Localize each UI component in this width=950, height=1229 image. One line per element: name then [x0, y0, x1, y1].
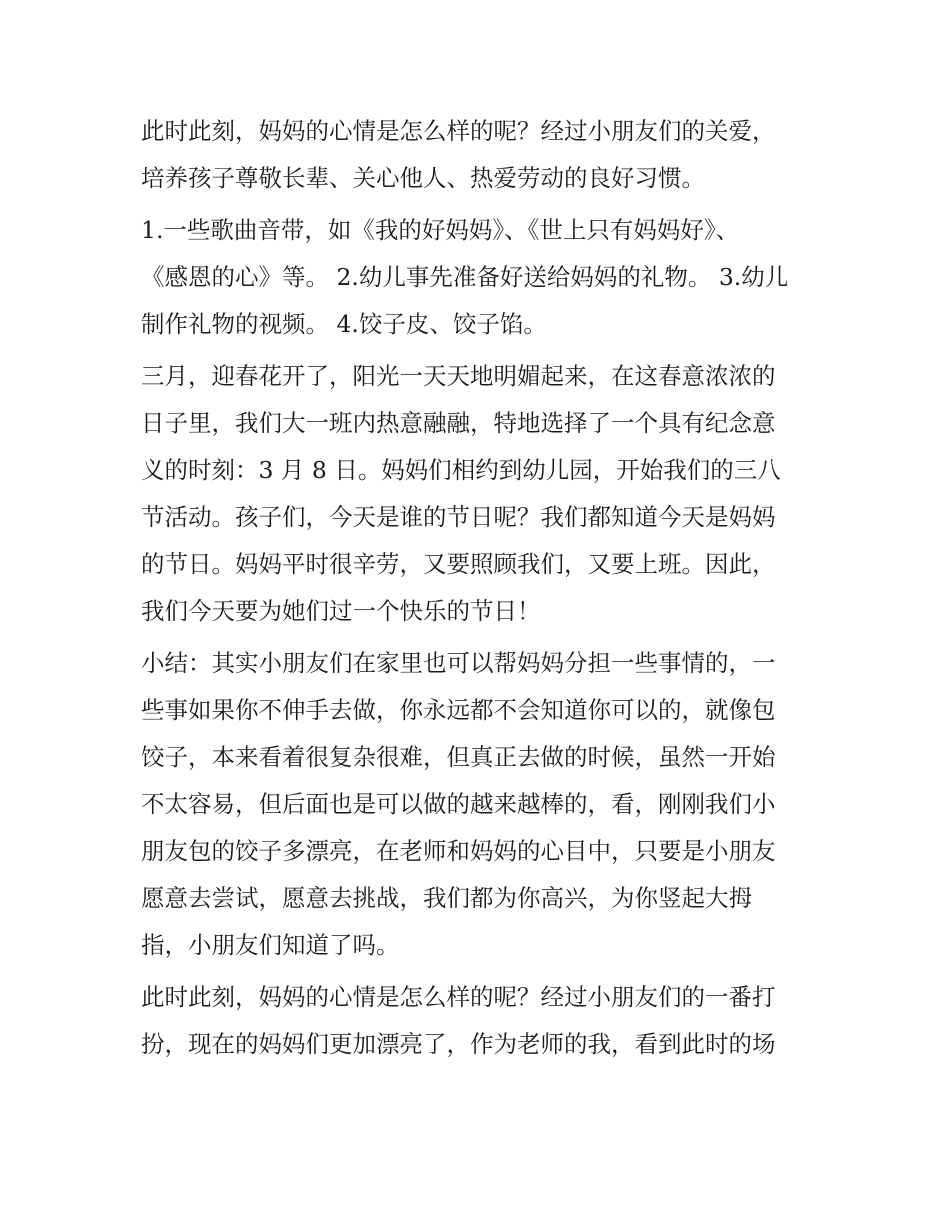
- document-body: [141, 108, 821, 1073]
- text-line: 此时此刻，妈妈的心情是怎么样的呢？经过小朋友们的关爱，: [141, 117, 776, 145]
- text-line: 的节日。妈妈平时很辛劳，又要照顾我们，又要上班。因此，: [141, 550, 776, 578]
- paragraph-materials: [141, 207, 821, 348]
- paragraph-intro: [141, 108, 821, 202]
- text-line: 些事如果你不伸手去做，你永远都不会知道你可以的，就像包: [141, 696, 776, 724]
- text-line: 1.一些歌曲音带，如《我的好妈妈》、《世上只有妈妈好》、: [141, 216, 740, 244]
- text-line: 饺子，本来看着很复杂很难，但真正去做的时候，虽然一开始: [141, 743, 776, 771]
- paragraph-march: [141, 353, 821, 635]
- text-line: 三月，迎春花开了，阳光一天天地明媚起来，在这春意浓浓的: [141, 362, 776, 390]
- text-line: 制作礼物的视频。 4.饺子皮、饺子馅。: [141, 310, 547, 338]
- text-line: 愿意去尝试，愿意去挑战，我们都为你高兴，为你竖起大拇: [141, 884, 752, 912]
- text-line: 此时此刻，妈妈的心情是怎么样的呢？经过小朋友们的一番打: [141, 983, 776, 1011]
- paragraph-closing: [141, 974, 821, 1068]
- text-line: 不太容易，但后面也是可以做的越来越棒的，看，刚刚我们小: [141, 790, 776, 818]
- text-line: 扮，现在的妈妈们更加漂亮了，作为老师的我，看到此时的场: [141, 1030, 776, 1058]
- text-line: 《感恩的心》等。 2.幼儿事先准备好送给妈妈的礼物。 3.幼儿: [141, 263, 789, 291]
- text-line: 小结：其实小朋友们在家里也可以帮妈妈分担一些事情的，一: [141, 649, 776, 677]
- text-line: 节活动。孩子们，今天是谁的节日呢？我们都知道今天是妈妈: [141, 503, 776, 531]
- text-line: 日子里，我们大一班内热意融融，特地选择了一个具有纪念意: [141, 409, 776, 437]
- text-line: 朋友包的饺子多漂亮，在老师和妈妈的心目中，只要是小朋友: [141, 837, 776, 865]
- text-line: 培养孩子尊敬长辈、关心他人、热爱劳动的良好习惯。: [141, 164, 705, 192]
- text-line: 我们今天要为她们过一个快乐的节日！: [141, 597, 541, 625]
- text-line: 义的时刻：3 月 8 日。妈妈们相约到幼儿园，开始我们的三八: [141, 456, 781, 484]
- paragraph-summary: [141, 640, 821, 969]
- text-line: 指，小朋友们知道了吗。: [141, 931, 400, 959]
